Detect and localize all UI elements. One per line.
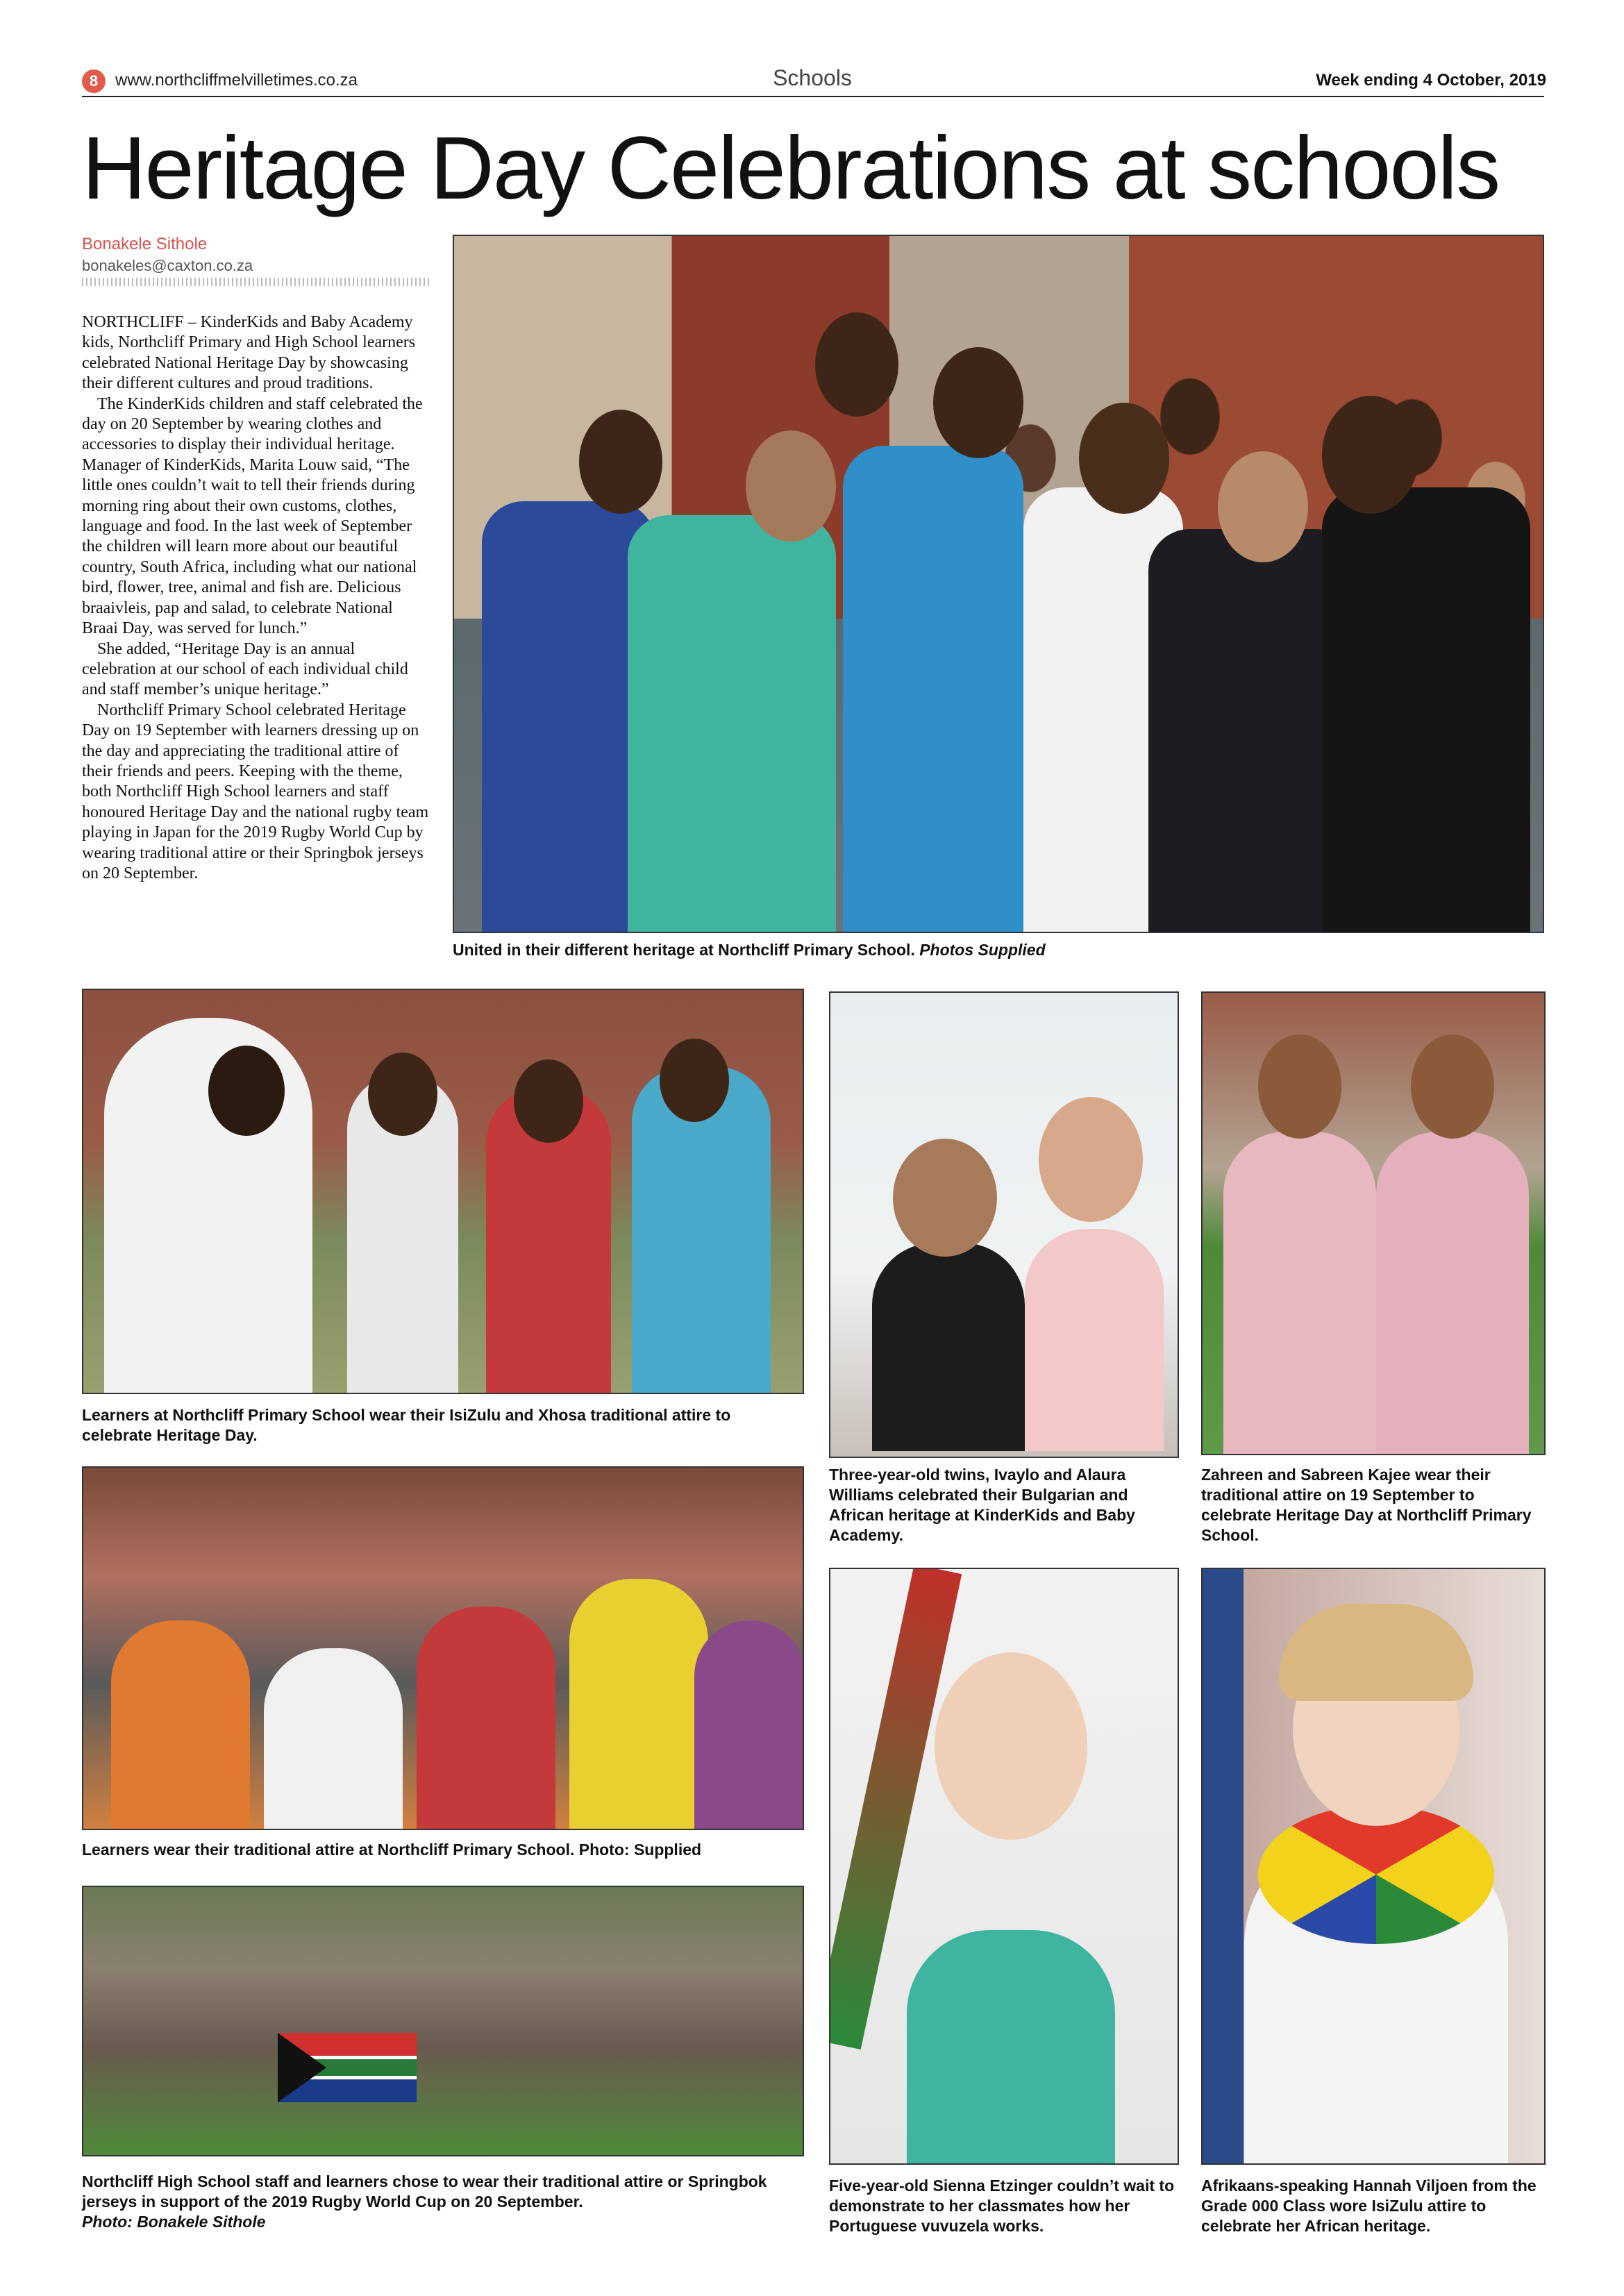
section-label: Schools (773, 65, 852, 90)
main-caption-credit: Photos Supplied (919, 941, 1046, 959)
high-school-crowd-photo (82, 1886, 804, 2156)
byline-author: Bonakele Sithole (82, 235, 208, 253)
high-school-caption-credit: Photo: Bonakele Sithole (82, 2213, 266, 2231)
byline-divider (82, 278, 429, 286)
high-school-caption-text: Northcliff High School staff and learners chose to wear their traditional attire or Springbok jerseys in support of the 2019 Rugby World Cup on 20 September. (82, 2172, 767, 2211)
traditional-attire-group-photo (82, 1466, 804, 1830)
article-paragraph: She added, “Heritage Day is an annual celebration at our school of each individual child and staff member’s unique heritage.” (82, 639, 408, 699)
article-paragraph: Northcliff Primary School celebrated Heritage Day on 19 September with learners dressing up on the day and appreciating the traditional attire of their friends and peers. Keeping with the theme, both Northcliff High School learners and staff honoured Heritage Day and the national rugby team playing in Japan for the 2019 Rugby World Cup by wearing traditional attire or their Springbok jerseys on 20 September. (82, 701, 429, 882)
article-paragraph: NORTHCLIFF – KinderKids and Baby Academy kids, Northcliff Primary and High School learners celebrated National Heritage Day by showcasing their different cultures and proud traditions. (82, 313, 416, 393)
article-body (82, 312, 429, 965)
main-photo-caption (453, 940, 1544, 960)
page-number-badge: 8 (82, 69, 106, 93)
isizulu-photo-caption: Learners at Northcliff Primary School wear their IsiZulu and Xhosa traditional attire to celebrate Heritage Day. (82, 1406, 731, 1444)
headline: Heritage Day Celebrations at schools (82, 119, 1500, 218)
kajee-sisters-photo (1201, 991, 1546, 1455)
twins-photo (829, 991, 1179, 1458)
issue-date: Week ending 4 October, 2019 (1316, 71, 1546, 90)
hannah-photo-caption: Afrikaans-speaking Hannah Viljoen from the Grade 000 Class wore IsiZulu attire to celebrate her African heritage. (1201, 2177, 1537, 2235)
group-photo-caption: Learners wear their traditional attire at Northcliff Primary School. Photo: Supplied (82, 1841, 702, 1859)
main-caption-text: United in their different heritage at Northcliff Primary School. (453, 941, 915, 959)
twins-photo-caption: Three-year-old twins, Ivaylo and Alaura Williams celebrated their Bulgarian and African heritage at KinderKids and Baby Academy. (829, 1466, 1135, 1544)
byline-email: bonakeles@caxton.co.za (82, 257, 253, 274)
sisters-photo-caption: Zahreen and Sabreen Kajee wear their traditional attire on 19 September to celebrate Heritage Day at Northcliff Primary School. (1201, 1466, 1532, 1544)
vuvuzela-photo (829, 1568, 1179, 2165)
high-school-photo-caption (82, 2172, 804, 2232)
hannah-photo (1201, 1568, 1546, 2165)
article-paragraph: The KinderKids children and staff celebrated the day on 20 September by wearing clothes and accessories to display their individual heritage. Manager of KinderKids, Marita Louw said, “The little ones couldn’t wait to tell their friends during morning ring about their own customs, clothes, language and food. In the last week of September the children will learn more about our beautiful country, South Africa, including what our national bird, flower, tree, animal and fish are. Delicious braaivleis, pap and salad, to celebrate National Braai Day, was served for lunch.” (82, 394, 423, 638)
vuvuzela-photo-caption: Five-year-old Sienna Etzinger couldn’t wait to demonstrate to her classmates how her Portuguese vuvuzela works. (829, 2177, 1175, 2235)
isizulu-attire-photo (82, 989, 804, 1394)
website-url: www.northcliffmelvilletimes.co.za (115, 71, 358, 90)
main-group-photo (453, 235, 1544, 933)
header-rule (82, 96, 1544, 97)
